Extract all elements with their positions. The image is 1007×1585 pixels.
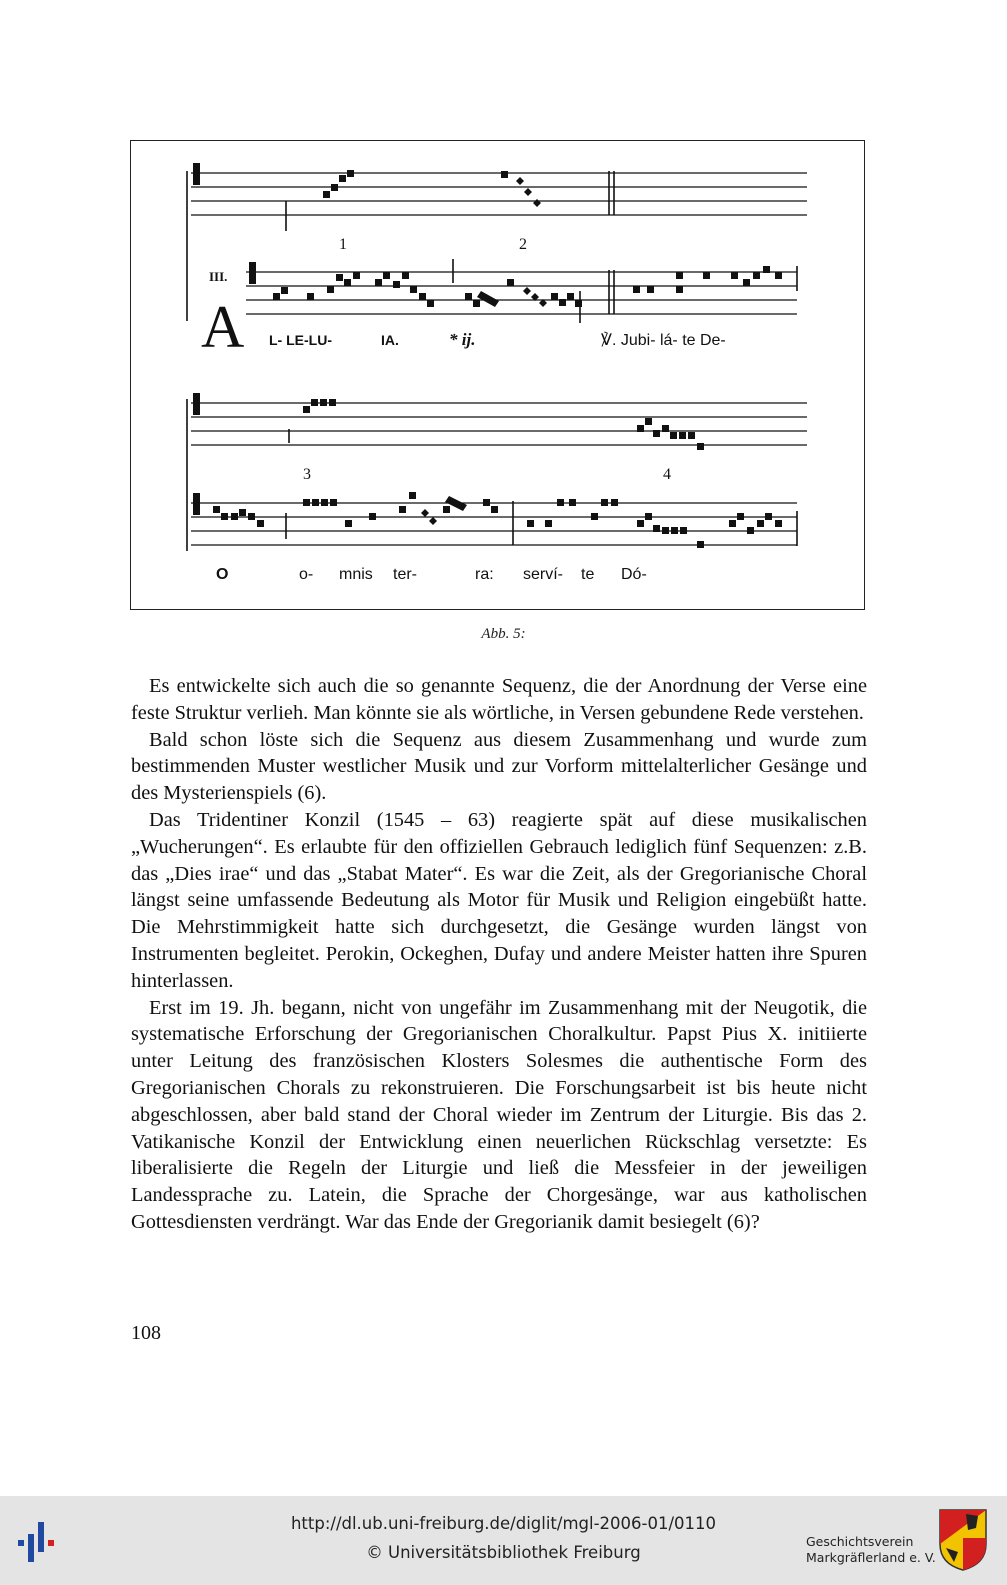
paragraph: Das Tridentiner Konzil (1545 – 63) reagierte spät auf diese musikalischen „Wucherungen“. Es erlaubte für den offiziellen Gebrauch lediglich fünf Sequenzen: z.B. das „Dies irae“ und das „Stabat Mater“. Es war die Zeit, als der Gregorianische Choral längst seine umfassende Bedeutung als Motor für Musik und Religion eingebüßt hatte. Die Mehrstimmigkeit hatte sich durchgesetzt, die Gesänge wurden längst von Instrumenten begleitet. Perokin, Ockeghen, Dufay und andere Meister hatten ihre Spuren hinterlassen.: [131, 808, 867, 992]
lyric: ter-: [393, 566, 417, 583]
number-3: 3: [303, 466, 311, 483]
paragraph: Es entwickelte sich auch die so genannte Sequenz, die der Anordnung der Verse eine feste Struktur verlieh. Man könnte sie als wörtliche, in Versen gebundene Rede verstehen.: [131, 675, 867, 724]
society-line-2: Markgräflerland e. V.: [806, 1550, 936, 1565]
chant-notation: [131, 141, 866, 611]
number-4: 4: [663, 466, 671, 483]
footer-bar: [0, 1496, 1007, 1585]
initial-letter: A: [201, 294, 245, 360]
document-url[interactable]: http://dl.ub.uni-freiburg.de/diglit/mgl-2006-01/0110: [290, 1514, 717, 1533]
paragraph: Bald schon löste sich die Sequenz aus diesem Zusammenhang und wurde zum bestimmenden Muster westlicher Musik und zur Vorform mittelalterlicher Gesänge und des Mysterienspiels (6).: [131, 728, 867, 805]
lyric: Dó-: [621, 566, 647, 583]
copyright-text: © Universitätsbibliothek Freiburg: [366, 1543, 641, 1562]
lyric: * ij.: [449, 330, 476, 349]
number-2: 2: [519, 236, 527, 253]
coat-of-arms-icon: [938, 1508, 988, 1572]
lyric: O: [216, 566, 229, 583]
staff-lines: [191, 173, 807, 545]
lyric: IA.: [381, 332, 399, 348]
society-line-1: Geschichtsverein: [806, 1534, 914, 1549]
page-number: 108: [131, 1322, 161, 1344]
lyric: L- LE-LU-: [269, 332, 332, 348]
paragraph: Erst im 19. Jh. begann, nicht von ungefähr im Zusammenhang mit der Neugotik, die systematische Erforschung der Gregorianischen Choralkultur. Papst Pius X. initiierte unter Leitung des französischen Klosters Solesmes die authentische Form des Gregorianischen Chorals zu rekonstruieren. Die Forschungsarbeit ist bis heute nicht abgeschlossen, aber bald stand der Choral wieder im Zentrum der Liturgie. Bis das 2. Vatikanische Konzil der Entwicklung einen neuerlichen Rückschlag versetzte: Es liberalisierte die Regeln der Liturgie und ließ die Messfeier in der jeweiligen Landessprache zu. Latein, die Sprache der Chorgesänge, war aus katholischen Gottesdiensten verdrängt. War das Ende der Gregorianik damit besiegelt (6)?: [131, 996, 867, 1233]
lyric: ℣. Jubi- lá- te De-: [601, 332, 726, 349]
lyric: mnis: [339, 566, 373, 583]
music-figure: [130, 140, 865, 610]
society-name: [806, 1534, 936, 1566]
figure-caption: Abb. 5:: [481, 626, 526, 642]
number-1: 1: [339, 236, 347, 253]
lyric: o-: [299, 566, 314, 583]
lyric: ra:: [475, 566, 494, 583]
mode-label: III.: [209, 269, 228, 284]
neumes: [213, 170, 782, 548]
lyric: te: [581, 566, 595, 583]
body-text: [131, 673, 867, 1236]
lyric: serví-: [523, 566, 563, 583]
